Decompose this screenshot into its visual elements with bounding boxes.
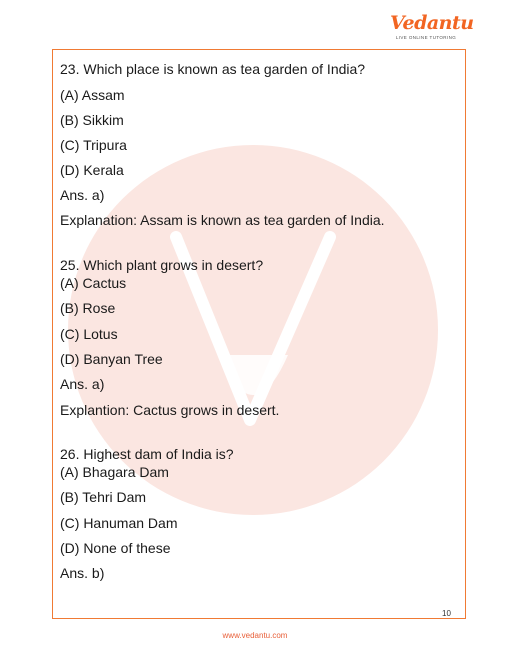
question-23-option-d: (D) Kerala bbox=[60, 162, 124, 178]
question-26-option-b: (B) Tehri Dam bbox=[60, 489, 147, 505]
question-25-option-a: (A) Cactus bbox=[60, 275, 127, 291]
question-23-option-c: (C) Tripura bbox=[60, 137, 127, 153]
question-25-option-b: (B) Rose bbox=[60, 300, 116, 316]
vedantu-logo bbox=[390, 12, 474, 44]
question-23-text: 23. Which place is known as tea garden of India? bbox=[60, 61, 366, 77]
question-25-text: 25. Which plant grows in desert? bbox=[60, 257, 264, 273]
question-26-option-a: (A) Bhagara Dam bbox=[60, 464, 169, 480]
question-26-option-c: (C) Hanuman Dam bbox=[60, 515, 178, 531]
question-23-option-b: (B) Sikkim bbox=[60, 112, 124, 128]
question-25-explanation: Explantion: Cactus grows in desert. bbox=[60, 402, 280, 418]
logo-tagline: LIVE ONLINE TUTORING bbox=[395, 35, 457, 40]
footer-url[interactable]: www.vedantu.com bbox=[222, 631, 288, 640]
question-26-option-d: (D) None of these bbox=[60, 540, 171, 556]
question-25-option-c: (C) Lotus bbox=[60, 326, 118, 342]
question-26-text: 26. Highest dam of India is? bbox=[60, 446, 234, 462]
question-25-option-d: (D) Banyan Tree bbox=[60, 351, 163, 367]
question-25-answer: Ans. a) bbox=[60, 376, 105, 392]
question-26-answer: Ans. b) bbox=[60, 565, 105, 581]
question-23-explanation: Explanation: Assam is known as tea garden of India. bbox=[60, 212, 385, 228]
page-number: 10 bbox=[442, 609, 451, 618]
question-23-option-a: (A) Assam bbox=[60, 87, 125, 103]
logo-wordmark: Vedantu bbox=[390, 12, 474, 34]
question-23-answer: Ans. a) bbox=[60, 187, 105, 203]
